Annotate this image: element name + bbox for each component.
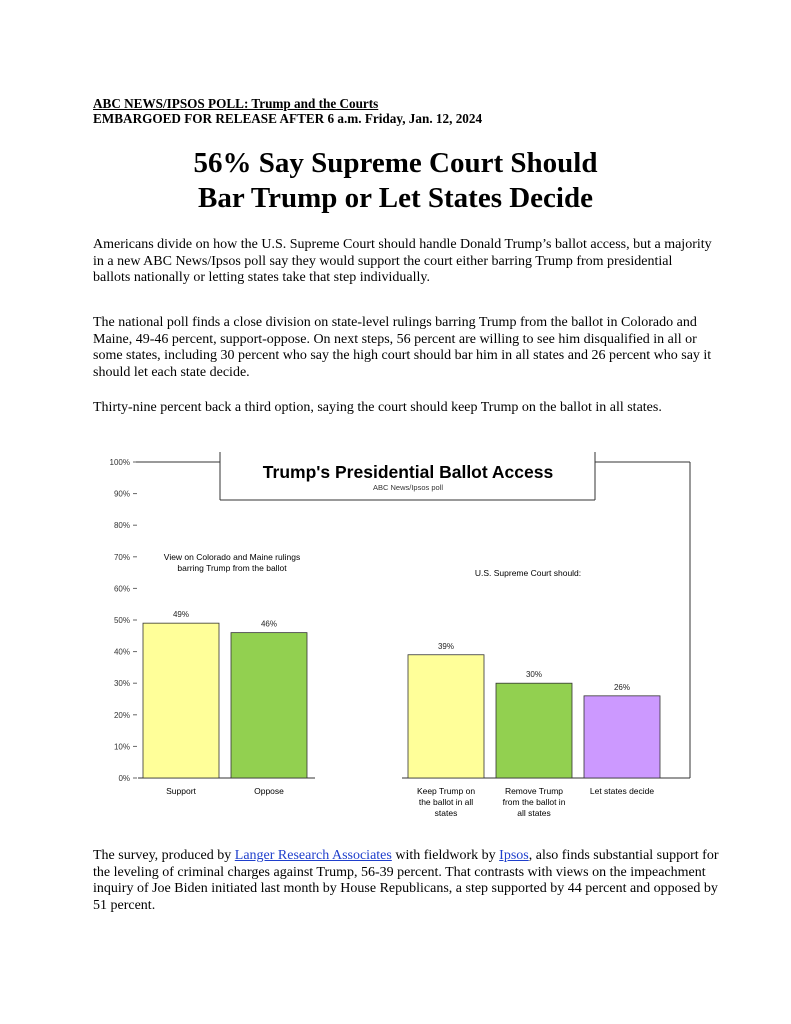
bar-1-2 bbox=[231, 633, 307, 778]
bar-1-1 bbox=[143, 623, 219, 778]
release-header bbox=[93, 96, 482, 126]
y-tick-label: 10% bbox=[113, 742, 130, 752]
chart-title: Trump's Presidential Ballot Access bbox=[262, 462, 554, 482]
category-label-1-1: Support bbox=[166, 786, 196, 796]
y-tick-label: 80% bbox=[113, 521, 130, 531]
data-label-2-1: 39% bbox=[437, 641, 455, 651]
paragraph-third-option: Thirty-nine percent back a third option, saying the court should keep Trump on the ballot in all states. bbox=[93, 400, 662, 415]
y-tick-label: 60% bbox=[113, 584, 130, 594]
bar-2-1 bbox=[408, 655, 484, 778]
data-label-2-2: 30% bbox=[525, 670, 543, 680]
closing-text-2: with fieldwork by bbox=[391, 848, 500, 863]
y-tick-label: 0% bbox=[118, 774, 130, 783]
poll-title: ABC NEWS/IPSOS POLL: Trump and the Courts bbox=[93, 96, 379, 111]
y-tick-label: 20% bbox=[113, 710, 130, 720]
category-label-1-2: Oppose bbox=[254, 786, 284, 796]
paragraph-division: The national poll finds a close division on state-level rulings barring Trump from the ballot in Colorado and Maine, 49-46 percent, support-oppose. On next steps, 56 percent are willing to see him disqualified in all or some states, including 30 percent who say the high court should bar him in all states and 26 percent who say it should let each state decide. bbox=[93, 315, 712, 380]
category-label-2-2: Remove Trump from the ballot in all states bbox=[502, 786, 566, 818]
bar-2-2 bbox=[496, 683, 572, 778]
data-label-1-2: 46% bbox=[260, 619, 278, 629]
group-label-1: View on Colorado and Maine rulings barring Trump from the ballot bbox=[163, 552, 301, 573]
closing-text-3: , also finds substantial support for the leveling of criminal charges against Trump, 56-39 percent. That contrasts with views on the impeachment inquiry of Joe Biden initiated last month by House Republicans, a step supported by 44 percent and opposed by 51 percent. bbox=[93, 848, 719, 913]
data-label-2-3: 26% bbox=[613, 682, 631, 692]
bar-2-3 bbox=[584, 696, 660, 778]
group-label-2: U.S. Supreme Court should: bbox=[474, 568, 582, 578]
category-label-2-3: Let states decide bbox=[589, 786, 655, 796]
y-tick-label: 50% bbox=[113, 616, 130, 625]
paragraph-intro: Americans divide on how the U.S. Supreme Court should handle Donald Trump’s ballot access, but a majority in a new ABC News/Ipsos poll say they would support the court either barring Trump from presidential ballots nationally or letting states take that step individually. bbox=[93, 237, 712, 285]
data-label-1-1: 49% bbox=[172, 610, 190, 620]
chart-svg bbox=[90, 452, 710, 832]
headline-line-2: Bar Trump or Let States Decide bbox=[198, 182, 593, 214]
paragraph-survey bbox=[93, 848, 733, 914]
chart-subtitle: ABC News/Ipsos poll bbox=[372, 483, 444, 492]
embargo-notice: EMBARGOED FOR RELEASE AFTER 6 a.m. Friday, Jan. 12, 2024 bbox=[93, 111, 483, 126]
ballot-access-chart bbox=[90, 452, 710, 832]
headline-line-1: 56% Say Supreme Court Should bbox=[193, 147, 598, 179]
y-tick-label: 100% bbox=[109, 458, 130, 467]
category-label-2-1: Keep Trump on the ballot in all states bbox=[416, 786, 476, 818]
y-tick-label: 90% bbox=[113, 489, 130, 499]
closing-text-1: The survey, produced by bbox=[93, 848, 235, 863]
langer-research-link[interactable]: Langer Research Associates bbox=[234, 848, 392, 863]
y-tick-label: 70% bbox=[113, 552, 130, 562]
headline bbox=[0, 146, 791, 216]
y-tick-label: 30% bbox=[113, 679, 130, 689]
y-tick-label: 40% bbox=[113, 647, 130, 657]
ipsos-link[interactable]: Ipsos bbox=[499, 848, 529, 863]
